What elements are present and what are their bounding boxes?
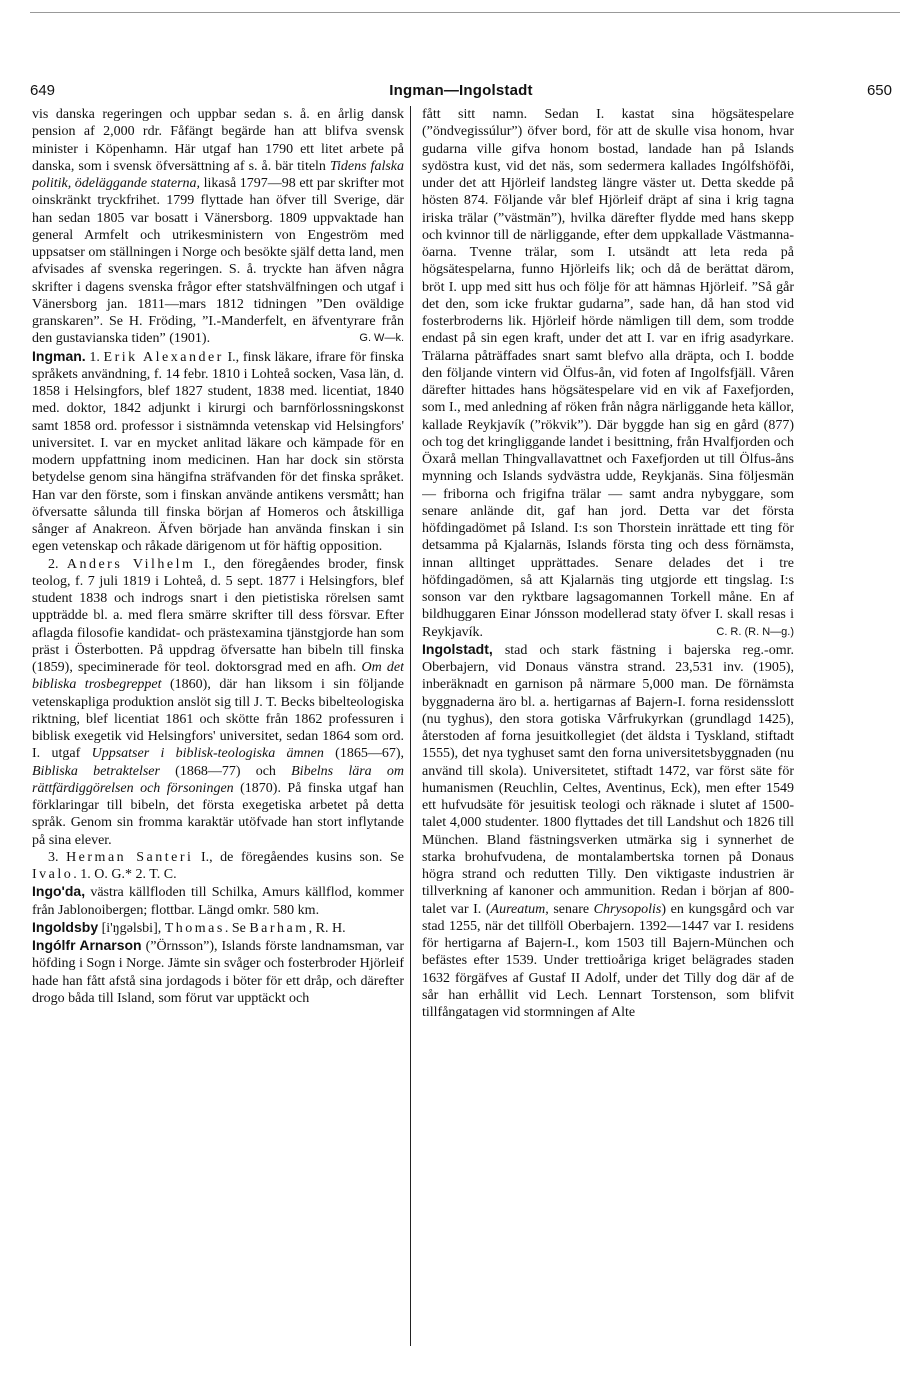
headword: Ingolstadt, (422, 640, 493, 657)
entry-ingolstadt: Ingolstadt, stad och stark fästning i bajerska reg.-omr. Oberbajern, vid Donaus vänstra strand. 23,531 inv. (1905), inberäknadt en garnison på närmare 5,000 man. De förnämsta byggnaderna äro bl. a. hertigarnas af Bajern-I. forna residensslott (nu tyghus), den stora gotiska Vårfrukyrkan (grundlagd 1425), återstoden af forna jesuitkollegiet (det äldsta i Tyskland, stiftadt 1555), det nya tyghuset samt den forna universitetsbyggnaden (nu använd till skola). Universitetet, stiftadt 1472, var först säte för humanismen (Reuchlin, Celtes, Aventinus, Eck), men efter 1549 ett hufvudsäte för jesuitisk teologi och räknade i slutet af 1500-talet 4,000 studenter. 1800 flyttades det till Landshut och 1826 till München. Bland fästningsverken utmärka sig i synnerhet de starka brohufvudena, de montalambertska tornen på Donaus högra strand och redutten Tilly. Den viktigaste industrien är tillverkning af kanoner och ammunition. Redan i början af 800-talet var I. (Aureatum, senare Chrysopolis) en kungsgård och var stad 1255, när det tillföll Oberbajern. 1392—1447 var I. residens för hertigarna af Bajern-I., kom 1503 till Bajern-München och befästes efter 1539. Under trettioåriga kriget belägrades staden 1632 förgäfves af Gustaf II Adolf, under det Tilly dog där af de sår han erhållit vid Lech. Lennart Torstenson, som blifvit tillfångatagen vid stormningen af Alte (422, 640, 794, 1020)
left-column (32, 106, 404, 1351)
headword: Ingólfr Arnarson (32, 937, 142, 953)
right-column (422, 106, 794, 1351)
entry-ingolfr-continuation: fått sitt namn. Sedan I. kastat sina högsätespelare (”öndvegissúlur”) öfver bord, för att de skulle visa honom, hvar gudarna ville gifva honom bostad, landade han på Islands sydöstra kust, vid det näs, som sedermera kallades Ingólfshöfði, under det att Hjörleif landsteg längre väster ut. Detta skedde på hösten 874. Följande vår blef Hjörleif dräpt af sina i krig tagna iriska trälar (”västmän”), hvilka därefter flydde med hans skepp och kvinnor till de närliggande, efter dem uppkallade Västmanna-öarna. Tvenne trälar, som I. utsändt att leta reda på högsätespelarna, funno Hjörleifs lik; och då de berättat därom, bröt I. upp med sitt hus och följe för att hämnas Hjörleif. ”Så går det den, som icke fruktar gudarna”, sade han, då han stod vid fosterbroderns lik. Hjörleif hörde nämligen till dem, som trodde endast på sin egen kraft, under det att I. var en ifrig asadyrkare. Trälarna påträffades snart samt blefvo alla dräpta, och I. bodde den följande vintern vid Ölfus-ån, vid foten af Ingolfsfjäll. Våren därefter hittades hans högsätespelare vid en vik af Faxefjorden, som I., med anledning af röken från några närliggande heta källor, kallade Reykjavík (”rökvik”). Där byggde han sig en gård (877) och tog det kringliggande landet i besittning, från Hvalfjorden och Öxarå mellan Thingvallavattnet och Faxefjorden ut till Ölfus-åns mynning och Islands sydvästra udde, Reykjanäs. Sina följesmän — friborna och frigifna trälar — samt andra nybyggare, som senare anlände dit, gaf han jord. Detta var det första höfdingadömet på Island. I:s son Thorstein inrättade ett ting för detsamma på Kjalarnäs, Islands första ting och dess förnämsta, innan alltinget upprättades. Senare delades det i tre höfdingadömen, så att Kjalarnäs ting utgjorde ett tingslag. I:s sonson var den ryktbare lagsagomannen Torkell måne. En af bildhuggaren Einar Jónsson modellerad staty öfver I. skall resas i Reykjavík. C. R. (R. N—g.) (422, 107, 794, 640)
page-number-left: 649 (30, 81, 56, 99)
entry-ingoda: Ingo'da, västra källfloden till Schilka, Amurs källflod, kommer från Jablonoibergen; flottbar. Längd omkr. 580 km. (32, 883, 404, 918)
headword: Ingoldsby (32, 918, 99, 935)
entry-ingman-3: 3. Herman Santeri I., de föregåendes kusins son. Se Ivalo. 1. O. G.* 2. T. C. (32, 849, 404, 882)
entry-ingolfr: Ingólfr Arnarson (”Örnsson”), Islands förste landnamsman, var höfding i Sogn i Norge. Jämte sin svåger och fosterbroder Hjörleif hade han fått afstå sina jordagods i böter för ett dråp, och därefter drogo båda till Island, som förut var upptäckt och (32, 937, 404, 1006)
headword: Ingo'da, (32, 883, 86, 900)
entry-ingman: Ingman. 1. Erik Alexander I., finsk läkare, ifrare för finska språkets användning, f. 14 febr. 1810 i Lohteå socken, Vasa län, d. 1858 i Helsingfors, blef 1827 student, 1838 med. licentiat, 1840 med. doktor, 1842 adjunkt i kirurgi och barnförlossningskonst samt 1858 ord. professor i sistnämnda vetenskap vid Helsingfors' universitet. I. var en mycket anlitad läkare och kämpade för en modern uppfattning inom medicinen. Han har dock sin största betydelse genom sina hängifna sträfvanden för det finska språket. Han var den förste, som i finskan använde antikens versmått; han öfversatte sålunda till finska början af Homeros och åtskilliga sånger af Anakreon. Äfven började han använda finskan i sin egen vetenskap och råkade därigenom ut för häftig opposition. (32, 347, 404, 555)
page-title: Ingman—Ingolstadt (389, 81, 533, 99)
entry-continuation: vis danska regeringen och uppbar sedan s. å. en årlig dansk pension af 2,000 rdr. Fåfängt begärde han att blifva svensk minister i Köpenhamn. Här utgaf han 1790 ett litet arbete på danska, som i svensk öfversättning af s. å. bär titeln Tidens falska politik, ödeläggande staterna, likaså 1797—98 ett par skrifter mot oinskränkt tryckfrihet. 1799 flyttade han öfver till Sverige, där han sedan 1805 var bosatt i Vänersborg. 1809 uppvaktade han general Armfelt och utrikesministern von Engeström med uppsatser om ställningen i Norge och besökte själf detta land, men afvisades af svenska regeringen. S. å. tryckte han äfven några skrifter i dagens svenska frågor efter statshvälfningen och utgaf i Vänersborg jan. 1811—mars 1812 tidningen ”Den oväldige granskaren”. Se H. Fröding, ”I.-Manderfelt, en äfventyrare från den gustavianska tiden” (1901). G. W—k. (32, 107, 404, 347)
top-rule (30, 12, 900, 13)
entry-ingman-2: 2. Anders Vilhelm I., den föregåendes broder, finsk teolog, f. 7 juli 1819 i Lohteå, d. 5 sept. 1877 i Helsingfors, blef student 1838 och indrogs snart i den pietistiska rörelsen samt uppträdde bl. a. med flera smärre skrifter till dess försvar. Efter aflagda filosofie kandidat- och prästexamina tjänstgjorde han som präst i Österbotten. På uppdrag öfversatte han bibeln till finska (1859), speciminerade för teol. doktorsgrad med en afh. Om det bibliska trosbegreppet (1860), där han liksom i sin följande vetenskapliga produktion anslöt sig till J. T. Becks bibelteologiska riktning, blef licentiat 1861 och skötte från 1862 professuren i biblisk exegetik vid Helsingfors' universitet, sedan 1864 som ord. I. utgaf Uppsatser i biblisk-teologiska ämnen (1865—67), Bibliska betraktelser (1868—77) och Bibelns lära om rättfärdiggörelsen och försoningen (1870). På finska utgaf han förklaringar till bibeln, det första exegetiska arbetet på detta språk. Genom sin fromma karaktär utöfvade han stort inflytande på sina elever. (32, 556, 404, 848)
page-header (30, 78, 892, 102)
column-divider (410, 106, 411, 1346)
headword: Ingman. (32, 347, 86, 364)
entry-ingoldsby: Ingoldsby [i'ŋgəlsbi], Thomas. Se Barham, R. H. (32, 918, 346, 936)
page-number-right: 650 (866, 81, 892, 99)
author-signature: G. W—k. (359, 332, 404, 345)
author-signature: C. R. (R. N—g.) (716, 625, 794, 638)
